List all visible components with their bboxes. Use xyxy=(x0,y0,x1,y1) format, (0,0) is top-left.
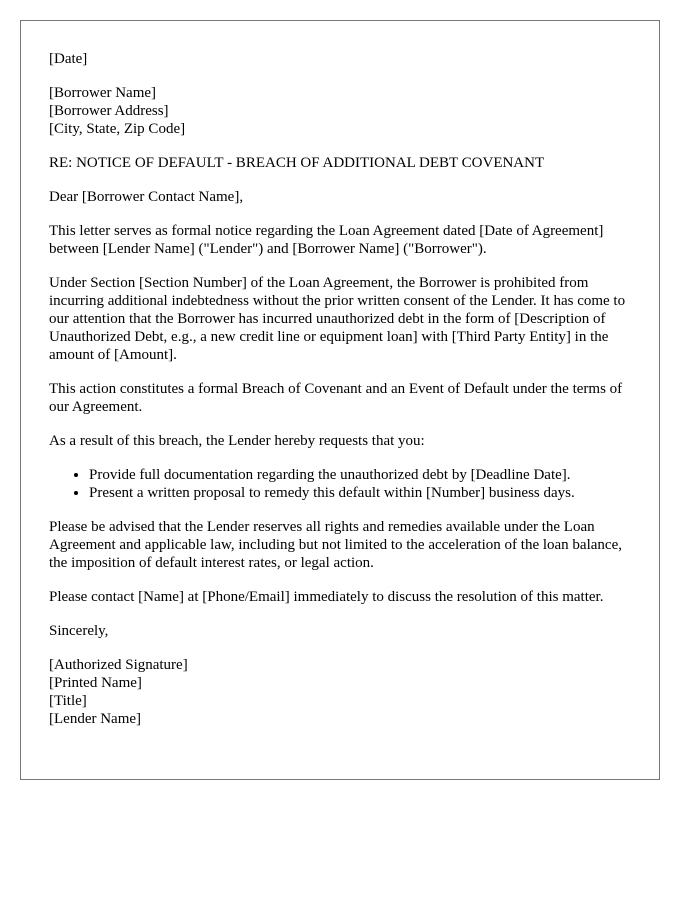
request-item-documentation: • Provide full documentation regarding the unauthorized debt by [Deadline Date]. xyxy=(89,466,631,484)
recipient-address-block xyxy=(49,84,631,138)
letter-signoff: Sincerely, xyxy=(49,623,109,639)
signature-block xyxy=(49,656,631,728)
letter-salutation: Dear [Borrower Contact Name], xyxy=(49,189,244,205)
paragraph-requests-intro: As a result of this breach, the Lender hereby requests that you: xyxy=(49,433,425,449)
signature-lender-name: [Lender Name] xyxy=(49,711,142,727)
paragraph-notice: This letter serves as formal notice regarding the Loan Agreement dated [Date of Agreement] between [Lender Name] ("Lender") and [Borrower Name] ("Borrower"). xyxy=(49,223,604,257)
recipient-name: [Borrower Name] xyxy=(49,85,157,101)
signature-authorized: [Authorized Signature] xyxy=(49,657,188,673)
recipient-address: [Borrower Address] xyxy=(49,103,169,119)
requests-list xyxy=(49,466,631,502)
paragraph-rights: Please be advised that the Lender reserves all rights and remedies available under the Loan Agreement and applicable law, including but not limited to the acceleration of the loan balance, the imposition of default interest rates, or legal action. xyxy=(49,519,622,571)
signature-title: [Title] xyxy=(49,693,87,709)
letter-date: [Date] xyxy=(49,51,88,67)
paragraph-contact: Please contact [Name] at [Phone/Email] immediately to discuss the resolution of this matter. xyxy=(49,589,604,605)
signature-printed-name: [Printed Name] xyxy=(49,675,142,691)
request-item-proposal: • Present a written proposal to remedy this default within [Number] business days. xyxy=(89,484,631,502)
letter-subject: RE: NOTICE OF DEFAULT - BREACH OF ADDITIONAL DEBT COVENANT xyxy=(49,155,545,171)
paragraph-breach: This action constitutes a formal Breach of Covenant and an Event of Default under the terms of our Agreement. xyxy=(49,381,623,415)
paragraph-covenant: Under Section [Section Number] of the Loan Agreement, the Borrower is prohibited from incurring additional indebtedness without the prior written consent of the Lender. It has come to our attention that the Borrower has incurred unauthorized debt in the form of [Description of Unauthorized Debt, e.g., a new credit line or equipment loan] with [Third Party Entity] in the amount of [Amount]. xyxy=(49,275,626,363)
recipient-city-state-zip: [City, State, Zip Code] xyxy=(49,121,186,137)
letter-page xyxy=(20,20,660,780)
